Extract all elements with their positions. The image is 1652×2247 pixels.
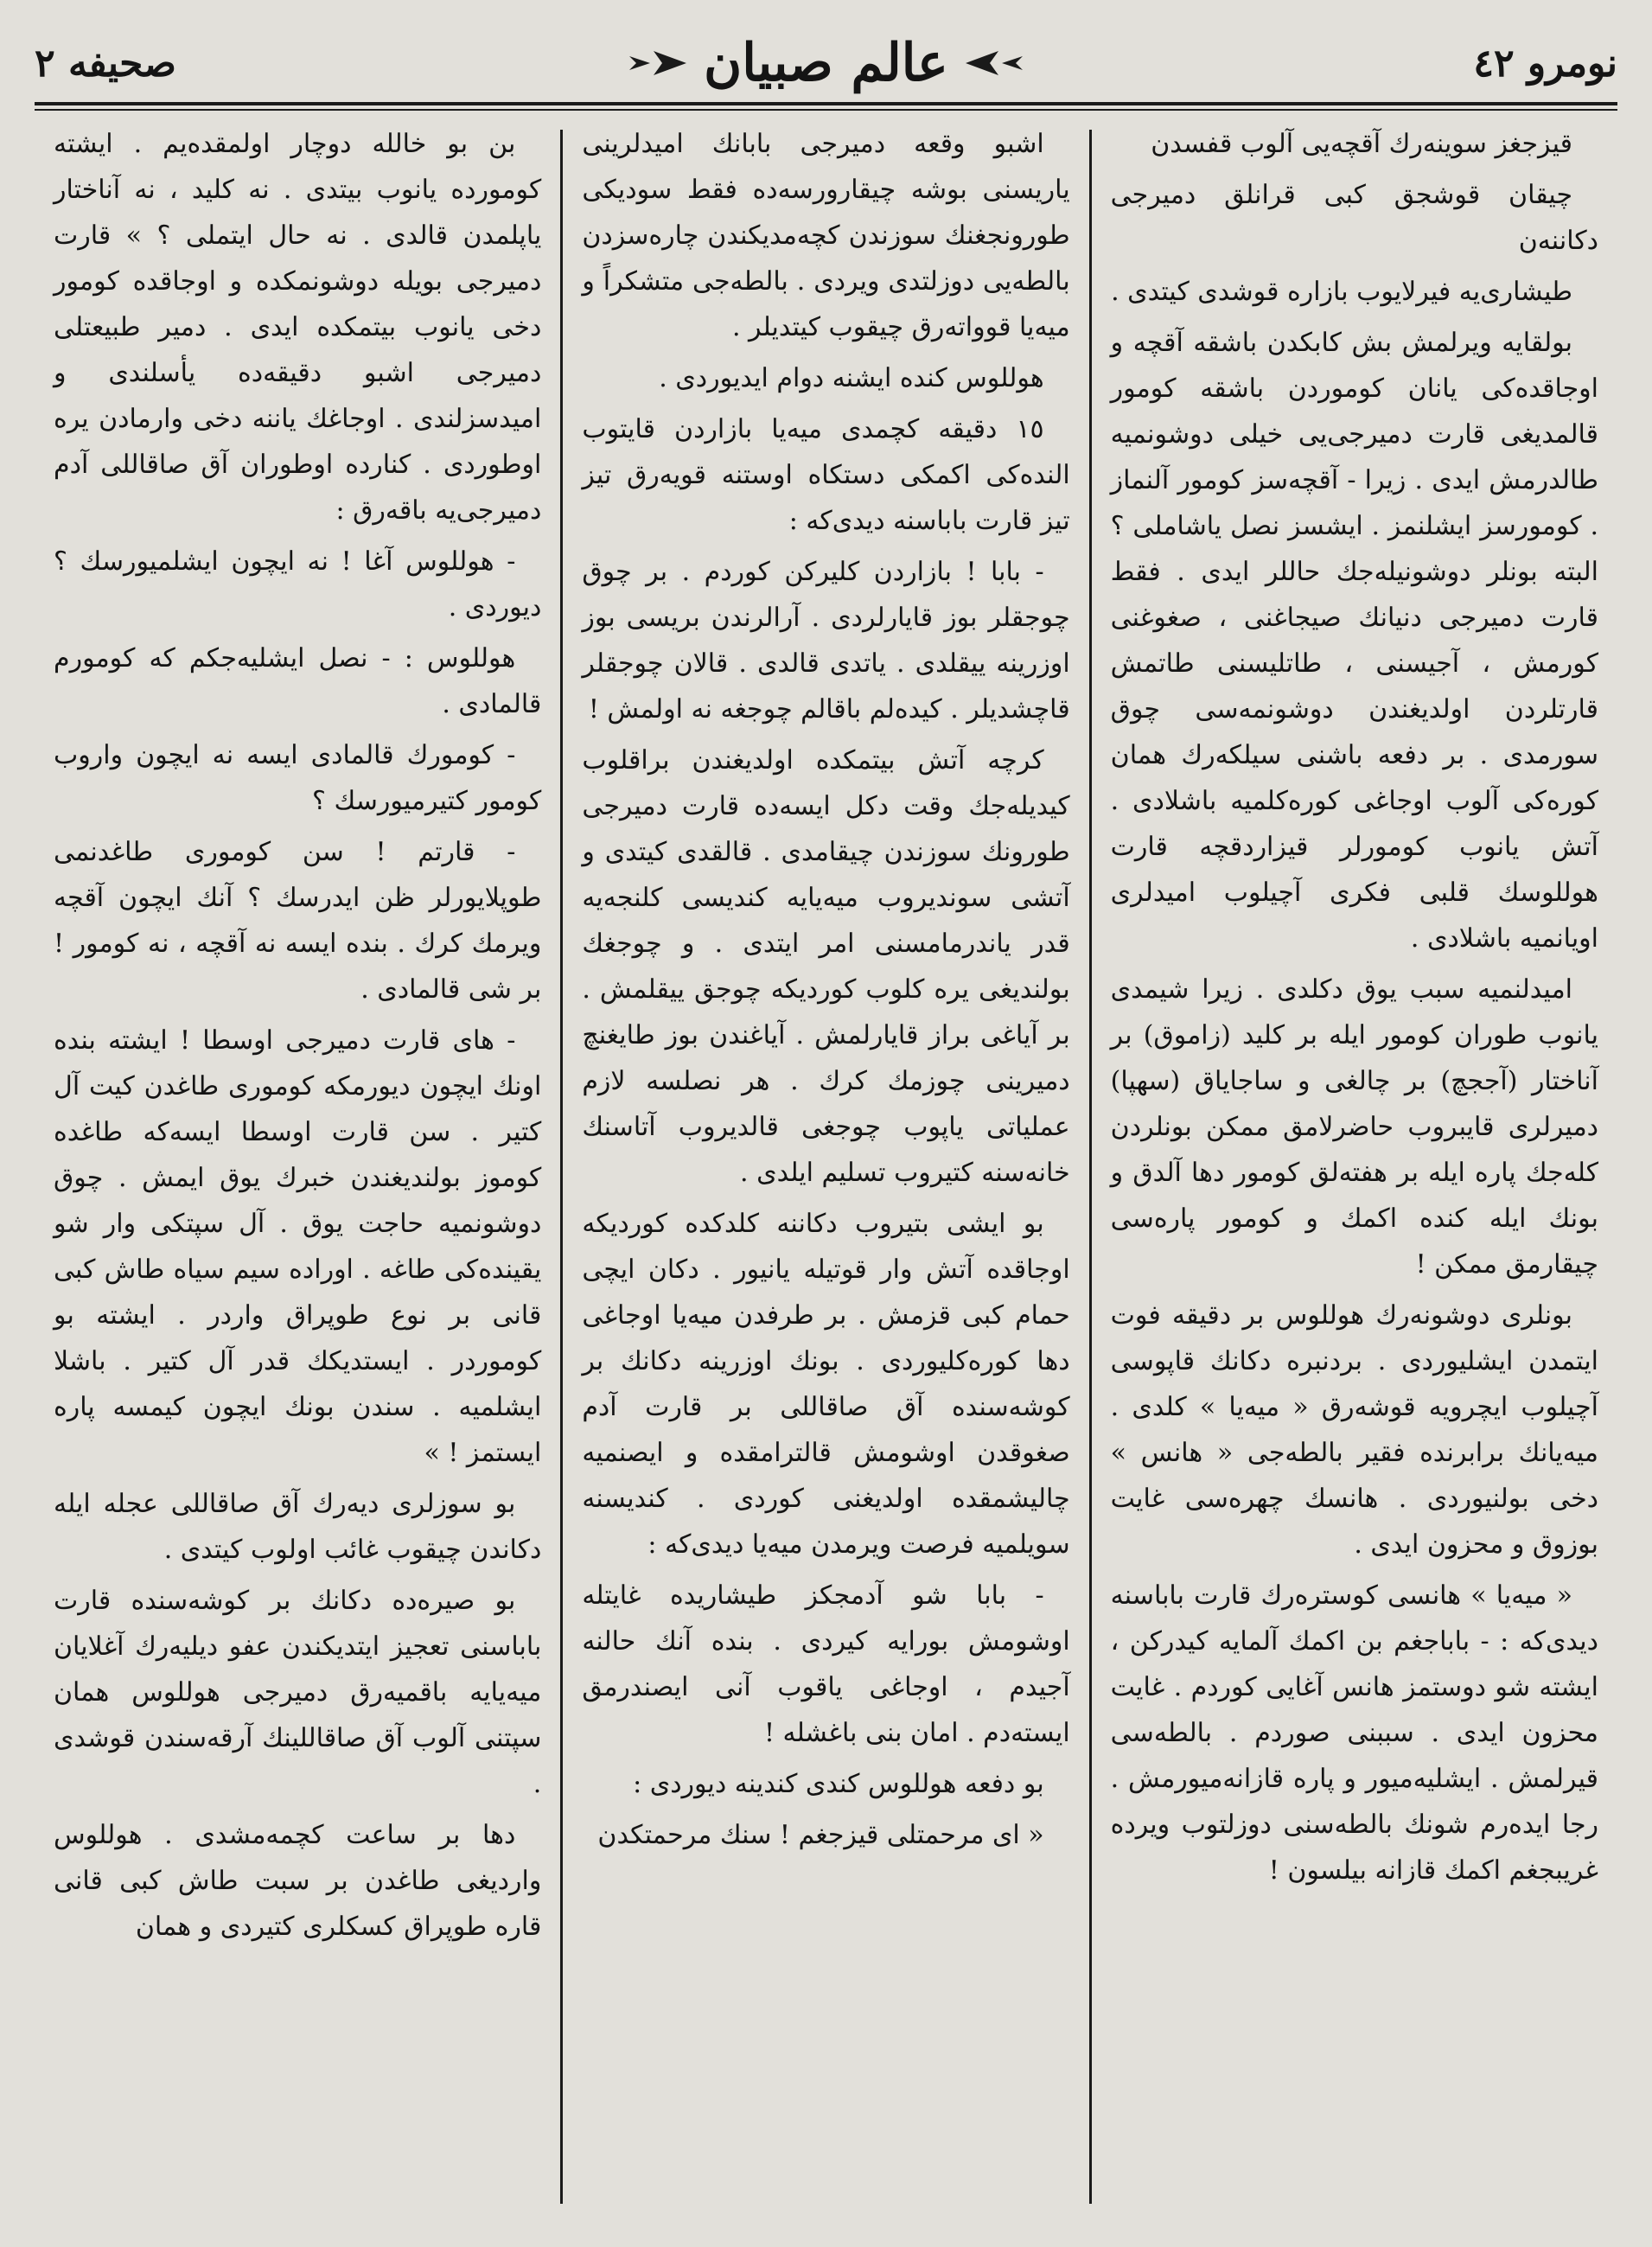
paragraph: کرچه آتش بیتمکده اولدیغندن براقلوب کیدیله‌جك وقت دکل ایسه‌ده قارت دمیرجی طورونك سوزندن چیقامدی . قالقدی کیتدی و آتشی سوندیروب میه‌یایه کندیسی کلنجه‌یه قدر یاندرمامسنی امر ایتدی . و چوجغك بولندیغی یره کلوب کوردیکه چوجق ییقلمش . بر آیاغی براز قایارلمش . آیاغندن بوز طایغنچ دمیرینی چوزمك کرك . هر نصلسه لازم عملیاتی یاپوب چوجغی قالدیروب آتاسنك خانه‌سنه کتیروب تسلیم ایلدی .: [582, 745, 1070, 1188]
paragraph: امیدلنمیه سبب یوق دکلدی . زیرا شیمدی یانوب طوران کومور ایله بر کلید (زاموق) بر آناختار (آججچ) بر چالغی و ساجایاق (سهپا) دمیرلری قایبروب حاضرلامق ممکن بونلردن کله‌جك پاره ایله بر هفته‌لق کومور دها آلدق و بونك ایله کنده اکمك و کومور پاره‌سی چیقارمق ممکن !: [1110, 974, 1598, 1280]
paragraph: هوللوس : - نصل ایشلیەجکم که کومورم قالمادی .: [54, 643, 542, 719]
paragraph: دها بر ساعت کچمه‌مشدی . هوللوس واردیغی طاغدن بر سبت طاش کبی قانی قاره طوپراق کسکلری کتیردی و همان: [54, 1820, 542, 1942]
ornament-right-icon: [628, 46, 688, 80]
paragraph: بولقایه ویرلمش بش کابکدن باشقه آقچه و اوجاقدەکی یانان کوموردن باشقه کومور قالمدیغی قارت دمیرجی‌یی خیلی دوشونمیه طالدرمش ایدی . زیرا - آقچەسز کومور آلنماز . کومورسز ایشلنمز . ایشسز نصل یاشاملی ؟ البتە بونلر دوشونیلەجك حاللر ایدی . فقط قارت دمیرجی دنیانك صیجاغنی ، صغوغنی کورمش ، آجیسنی ، طاتلیسنی طاتمش قارتلردن اولدیغندن دوشونمه‌سی چوق سورمدی . بر دفعه باشنی سیلکەرك همان کورەکی آلوب اوجاغی کورەکلمیه باشلادی . آتش یانوب کومورلر قیزاردقچه قارت هوللوسك قلبی فکری آچیلوب امیدلری اویانمیه باشلادی .: [1110, 328, 1598, 954]
header-rule-thin: [35, 109, 1617, 111]
paragraph: اشبو وقعه دمیرجی بابانك امیدلرینی یاریسنی بوشه چیقارورسه‌ده فقط سودیکی طورونجغنك سوزندن کچەمدیکندن چارەسزدن بالطه‌یی دوزلتدی ویردی . بالطه‌جی متشکراً و میه‌یا قوواتەرق چیقوب کیتدیلر .: [582, 129, 1070, 342]
ornament-left-icon: [964, 46, 1024, 80]
column-divider: [560, 130, 563, 2204]
column-middle: [563, 121, 1088, 2212]
column-right: [1092, 121, 1617, 2212]
paragraph: بونلری دوشونەرك هوللوس بر دقیقه فوت ایتمدن ایشلیوردی . بردنبره دکانك قاپوسی آچیلوب ایچرویه قوشەرق « میه‌یا » کلدی . میه‌یانك برابرنده فقیر بالطه‌جی « هانس » دخی بولنیوردی . هانسك چهره‌سی غایت بوزوق و محزون ایدی .: [1110, 1300, 1598, 1560]
paragraph: - بابا شو آدمجکز طیشاریده غایتله اوشومش بورایه کیردی . بنده آنك حالنه آجیدم ، اوجاغی یاقوب آنی ایصندرمق ایستەدم . امان بنی باغشله !: [582, 1580, 1070, 1748]
newspaper-title: عالم صبیان: [704, 33, 948, 93]
paragraph: چیقان قوشجق کبی قرانلق دمیرجی دکاننەن: [1110, 180, 1598, 256]
paragraph: بو دفعه هوللوس کندی کندینه دیوردی :: [633, 1769, 1044, 1799]
paragraph: بن بو خالله دوچار اولمقده‌یم . ایشته کوموردە یانوب بیتدی . نه کلید ، نه آناختار یاپلمدن قالدی . نه حال ایتملی ؟ » قارت دمیرجی بویله دوشونمکده و اوجاقده کومور دخی یانوب بیتمکده ایدی . دمیر طبیعتلی دمیرجی اشبو دقیقه‌ده یأسلندی و امیدسزلندی . اوجاغك یاننه دخی وارمادن یره اوطوردی . کنارده اوطوران آق صاقاللی آدم دمیرجی‌یه باقەرق :: [54, 129, 542, 526]
paragraph: بو ایشی بتیروب دکاننه کلدکده کوردیکه اوجاقده آتش وار قوتیله یانیور . دکان ایچی حمام کبی قزمش . بر طرفدن میه‌یا اوجاغی دها کورەکلیوردی . بونك اوزرینه دکانك بر کوشه‌سنده آق صاقاللی بر قارت آدم صغوقدن اوشومش قالترامقده و ایصنمیه چالیشمقده اولدیغنی کوردی . کندیسنه سویلمیه فرصت ویرمدن میه‌یا دیدی‌که :: [582, 1209, 1070, 1560]
paragraph: - بابا ! بازاردن کلیرکن کوردم . بر چوق چوجقلر بوز قایارلردی . آرالرندن بریسی بوز اوزرینه ییقلدی . یاتدی قالدی . قالان چوجقلر قاچشدیلر . کیدەلم باقالم چوجغه نه اولمش !: [582, 557, 1070, 725]
column-left: [35, 121, 560, 2212]
paragraph: - هوللوس آغا ! نه ایچون ایشلمیورسك ؟ دیوردی .: [54, 546, 542, 622]
column-divider: [1089, 130, 1092, 2204]
paragraph: بو سوزلری دیەرك آق صاقاللی عجله ایله دکاندن چیقوب غائب اولوب کیتدی .: [54, 1489, 542, 1565]
paragraph: « میه‌یا » هانسی کوسترەرك قارت باباسنه دیدی‌که : - باباجغم بن اکمك آلمایه کیدرکن ، ایشته شو دوستمز هانس آغایی کوردم . غایت محزون ایدی . سببنی صوردم . بالطه‌سی قیرلمش . ایشلیه‌میور و پاره قازانه‌میورمش . رجا ایدەرم شونك بالطه‌سنی دوزلتوب ویرده غریبجغم اکمك قازانه بیلسون !: [1110, 1580, 1598, 1886]
masthead-title-group: [628, 33, 1024, 93]
paragraph: قیزجغز سوینەرك آقچەیی آلوب قفسدن: [1151, 129, 1572, 159]
paragraph: - های قارت دمیرجی اوسطا ! ایشته بنده اونك ایچون دیورمکه کوموری طاغدن کیت آل کتیر . سن قارت اوسطا ایسه‌کە طاغده کوموز بولندیغندن خبرك یوق ایمش . چوق دوشونمیه حاجت یوق . آل سپتکی وار شو یقینده‌کی طاغه . اوراده سیم سیاه طاش کبی قانی بر نوع طوپراق واردر . ایشته بو کوموردر . ایستدیکك قدر آل کتیر . باشلا ایشلمیه . سندن بونك ایچون کیمسه پاره ایستمز ! »: [54, 1025, 542, 1468]
paragraph: طیشاری‌یە فیرلایوب بازاره قوشدی کیتدی .: [1111, 277, 1572, 307]
masthead: [35, 24, 1617, 102]
paragraph: - قارتم ! سن کوموری طاغدنمی طوپلایورلر ظن ایدرسك ؟ آنك ایچون آقچه ویرمك کرك . بنده ایسه نه آقچه ، نه کومور ! بر شی قالمادی .: [54, 837, 542, 1005]
issue-number: نومرو ٤٢: [1473, 41, 1617, 86]
paragraph: هوللوس کنده ایشنه دوام ایدیوردی .: [659, 363, 1044, 393]
paragraph: بو صیرەده دکانك بر کوشه‌سنده قارت باباسنی تعجیز ایتدیکندن عفو دیلیەرك آغلایان میه‌یایه باقمیەرق دمیرجی هوللوس همان سپتنی آلوب آق صاقاللینك آرقه‌سندن قوشدی .: [54, 1586, 542, 1799]
paragraph: « ای مرحمتلی قیزجغم ! سنك مرحمتکدن: [597, 1820, 1044, 1850]
header-rule: [35, 102, 1617, 105]
columns: [35, 121, 1617, 2212]
paragraph: - کومورك قالمادی ایسه نه ایچون واروب کومور کتیرمیورسك ؟: [54, 740, 542, 816]
page-number: صحیفه ٢: [35, 41, 176, 86]
paragraph: ١٥ دقیقه کچمدی میه‌یا بازاردن قایتوب النده‌کی اکمکی دستکاه اوستنه قویەرق تیز تیز قارت باباسنه دیدی‌که :: [582, 414, 1070, 536]
